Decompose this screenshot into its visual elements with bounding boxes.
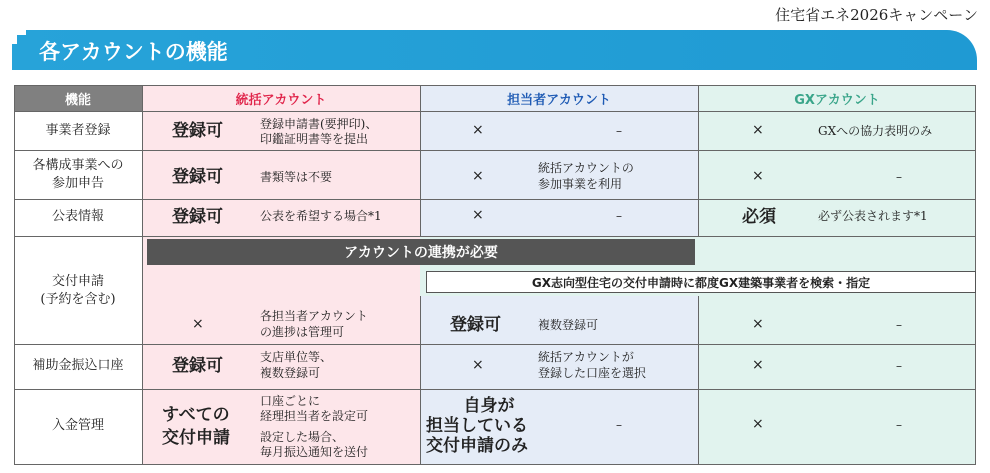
batch-r5-note-2: 複数登録可 [260,366,321,380]
batch-r1-status: 登録可 [172,121,223,141]
staff-r4-note: 複数登録可 [538,318,599,332]
batch-r4-note-2: の進捗は管理可 [260,325,345,339]
staff-r6-note: – [616,418,622,432]
gx-r6-note: – [896,418,902,432]
batch-r6-note-3: 設定した場合、 [260,430,345,444]
header-batch-account: 統括アカウント [235,92,327,108]
staff-r1-mark: × [472,122,484,138]
section-banner [12,30,977,70]
batch-r3-status: 登録可 [172,207,223,227]
batch-r6-status-line-1: すべての [162,405,230,425]
row-label-payment-management: 入金管理 [51,418,104,433]
row-label-public-info: 公表情報 [51,209,104,224]
row-label-application-line-2: (予約を含む) [40,292,116,307]
staff-r5-note-2: 登録した口座を選択 [538,366,647,380]
batch-r6-status-line-2: 交付申請 [162,428,230,448]
batch-r6-note-2: 経理担当者を設定可 [260,409,369,423]
gx-r1-mark: × [752,122,764,138]
section-title: 各アカウントの機能 [39,40,228,64]
staff-r6-status-line-3: 交付申請のみ [426,436,528,456]
staff-r3-mark: × [472,207,484,223]
header-gx-account: GXアカウント [794,92,880,108]
staff-r1-note: – [616,124,622,138]
batch-r1-note-2: 印鑑証明書等を提出 [260,132,369,146]
banner-corner-mark [12,30,26,44]
batch-r6-note-4: 毎月振込通知を送付 [260,445,369,459]
gx-search-notice-bar: GX志向型住宅の交付申請時に都度GX建築事業者を検索・指定 [426,271,976,293]
row-label-participation-line-1: 各構成事業への [32,158,124,173]
batch-r3-note: 公表を希望する場合*1 [260,209,382,223]
batch-r4-mark: × [192,316,204,332]
batch-r4-note-1: 各担当者アカウント [260,309,368,323]
account-function-table [14,85,976,465]
batch-r2-status: 登録可 [172,167,223,187]
header-staff-account: 担当者アカウント [507,92,611,108]
staff-r4-status: 登録可 [450,315,501,335]
row-label-participation-line-2: 参加申告 [51,176,104,191]
row-label-bank-account: 補助金振込口座 [32,358,124,373]
gx-r3-status: 必須 [742,207,776,227]
staff-r3-note: – [616,209,622,223]
row-label-application-line-1: 交付申請 [51,274,104,289]
gx-r4-mark: × [752,316,764,332]
gx-r5-note: – [896,359,902,373]
gx-r2-note: – [896,170,902,184]
gx-r1-note: GXへの協力表明のみ [818,124,933,138]
batch-r5-status: 登録可 [172,356,223,376]
row-label-business-registration: 事業者登録 [45,123,111,138]
staff-r2-note-1: 統括アカウントの [538,161,634,175]
staff-r5-mark: × [472,357,484,373]
staff-r2-mark: × [472,168,484,184]
gx-r5-mark: × [752,357,764,373]
gx-r6-mark: × [752,416,764,432]
staff-r5-note-1: 統括アカウントが [538,350,634,364]
staff-r2-note-2: 参加事業を利用 [538,177,623,191]
staff-r6-status-line-2: 担当している [426,416,528,436]
header-function: 機能 [64,92,91,108]
gx-r2-mark: × [752,168,764,184]
batch-r1-note-1: 登録申請書(要押印)、 [260,117,378,131]
staff-r6-status-line-1: 自身が [463,396,515,416]
gx-r4-note: – [896,318,902,332]
gx-r3-note: 必ず公表されます*1 [818,209,928,223]
campaign-title: 住宅省エネ2026キャンペーン [775,6,978,24]
account-link-required-bar: アカウントの連携が必要 [147,239,695,265]
batch-r5-note-1: 支店単位等、 [260,350,333,364]
batch-r2-note: 書類等は不要 [260,170,333,184]
batch-r6-note-1: 口座ごとに [260,394,321,408]
